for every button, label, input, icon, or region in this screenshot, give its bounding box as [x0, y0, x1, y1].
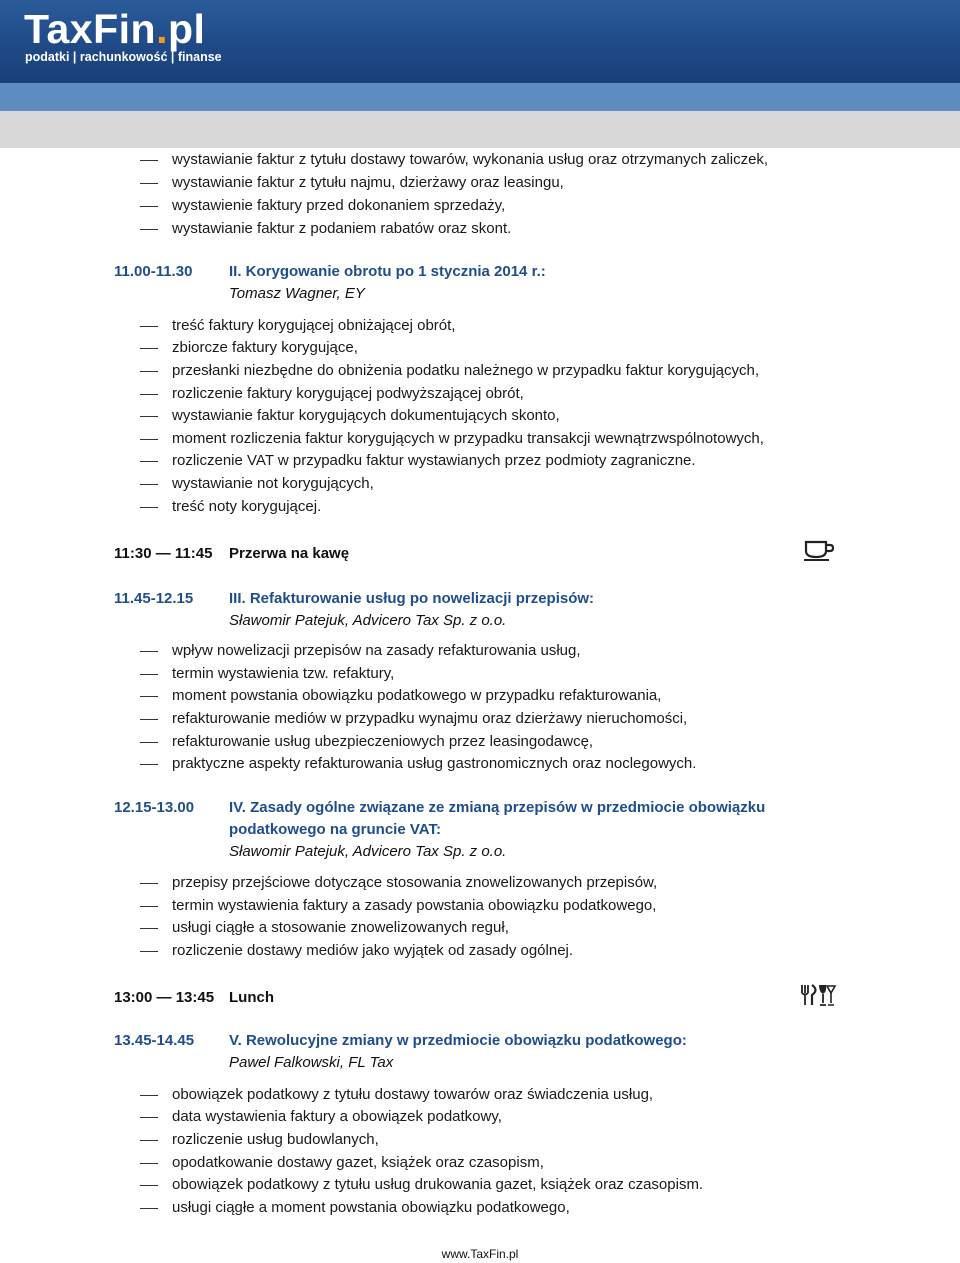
- list-item: wystawianie faktur z tytułu najmu, dzierżawy oraz leasingu,: [172, 174, 564, 191]
- dash-bullet: [140, 651, 158, 652]
- list-item: rozliczenie VAT w przypadku faktur wystawianych przez podmioty zagraniczne.: [172, 452, 696, 469]
- session-speaker: Sławomir Patejuk, Advicero Tax Sp. z o.o.: [229, 612, 507, 629]
- cutlery-glass-icon: [799, 984, 837, 1006]
- dash-bullet: [140, 229, 158, 230]
- dash-bullet: [140, 439, 158, 440]
- header-bar: [0, 0, 960, 83]
- list-item: obowiązek podatkowy z tytułu usług drukowania gazet, książek oraz czasopism.: [172, 1176, 704, 1193]
- list-item: przepisy przejściowe dotyczące stosowania znowelizowanych przepisów,: [172, 874, 658, 891]
- list-item: rozliczenie usług budowlanych,: [172, 1131, 379, 1148]
- dash-bullet: [140, 1117, 158, 1118]
- site-logo[interactable]: [24, 6, 205, 53]
- list-item: wpływ nowelizacji przepisów na zasady refakturowania usług,: [172, 642, 581, 659]
- dash-bullet: [140, 1208, 158, 1209]
- logo-subtitle: podatki | rachunkowość | finanse: [25, 50, 222, 64]
- session-speaker: Pawel Falkowski, FL Tax: [229, 1054, 394, 1071]
- list-item: refakturowanie mediów w przypadku wynajmu oraz dzierżawy nieruchomości,: [172, 710, 688, 727]
- session-speaker: Tomasz Wagner, EY: [229, 285, 365, 302]
- break-title: Przerwa na kawę: [229, 545, 350, 562]
- break-time: 11:30 — 11:45: [114, 545, 213, 562]
- list-item: zbiorcze faktury korygujące,: [172, 339, 358, 356]
- list-item: wystawianie not korygujących,: [172, 475, 374, 492]
- session-speaker: Sławomir Patejuk, Advicero Tax Sp. z o.o.: [229, 843, 507, 860]
- list-item: termin wystawienia tzw. refaktury,: [172, 665, 395, 682]
- logo-name: TaxFin: [24, 6, 157, 52]
- dash-bullet: [140, 507, 158, 508]
- list-item: wystawianie faktur z podaniem rabatów oraz skont.: [172, 220, 512, 237]
- dash-bullet: [140, 416, 158, 417]
- dash-bullet: [140, 719, 158, 720]
- dash-bullet: [140, 1185, 158, 1186]
- list-item: data wystawienia faktury a obowiązek podatkowy,: [172, 1108, 502, 1125]
- list-item: wystawianie faktur korygujących dokumentujących skonto,: [172, 407, 560, 424]
- dash-bullet: [140, 674, 158, 675]
- list-item: termin wystawienia faktury a zasady powstania obowiązku podatkowego,: [172, 897, 657, 914]
- list-item: moment powstania obowiązku podatkowego w przypadku refakturowania,: [172, 687, 662, 704]
- list-item: refakturowanie usług ubezpieczeniowych przez leasingodawcę,: [172, 733, 594, 750]
- session-time: 11.45-12.15: [114, 590, 194, 607]
- session-time: 12.15-13.00: [114, 799, 195, 816]
- session-time: 11.00-11.30: [114, 263, 193, 280]
- list-item: rozliczenie faktury korygującej podwyższającej obrót,: [172, 385, 524, 402]
- session-title: II. Korygowanie obrotu po 1 stycznia 2014 r.:: [229, 263, 546, 280]
- coffee-cup-icon: [803, 538, 835, 562]
- list-item: usługi ciągłe a moment powstania obowiązku podatkowego,: [172, 1199, 570, 1216]
- header-strip: [0, 83, 960, 111]
- dash-bullet: [140, 326, 158, 327]
- session-title: IV. Zasady ogólne związane ze zmianą przepisów w przedmiocie obowiązku: [229, 799, 766, 816]
- list-item: usługi ciągłe a stosowanie znowelizowanych reguł,: [172, 919, 509, 936]
- lunch-time: 13:00 — 13:45: [114, 989, 215, 1006]
- lunch-title: Lunch: [229, 989, 274, 1006]
- session-title: V. Rewolucyjne zmiany w przedmiocie obowiązku podatkowego:: [229, 1032, 687, 1049]
- dash-bullet: [140, 1140, 158, 1141]
- footer-url[interactable]: www.TaxFin.pl: [441, 1247, 519, 1261]
- dash-bullet: [140, 1095, 158, 1096]
- dash-bullet: [140, 696, 158, 697]
- list-item: wystawienie faktury przed dokonaniem sprzedaży,: [172, 197, 506, 214]
- session-title-continued: podatkowego na gruncie VAT:: [229, 821, 441, 838]
- list-item: treść noty korygującej.: [172, 498, 322, 515]
- list-item: moment rozliczenia faktur korygujących w przypadku transakcji wewnątrzwspólnotowych,: [172, 430, 764, 447]
- dash-bullet: [140, 484, 158, 485]
- logo-tld: pl: [168, 6, 206, 52]
- dash-bullet: [140, 348, 158, 349]
- dash-bullet: [140, 906, 158, 907]
- dash-bullet: [140, 371, 158, 372]
- list-item: wystawianie faktur z tytułu dostawy towarów, wykonania usług oraz otrzymanych zaliczek,: [172, 151, 769, 168]
- logo-dot: .: [156, 6, 168, 52]
- dash-bullet: [140, 928, 158, 929]
- list-item: praktyczne aspekty refakturowania usług gastronomicznych oraz noclegowych.: [172, 755, 697, 772]
- dash-bullet: [140, 206, 158, 207]
- dash-bullet: [140, 160, 158, 161]
- dash-bullet: [140, 764, 158, 765]
- session-time: 13.45-14.45: [114, 1032, 195, 1049]
- header-gray-band: [0, 111, 960, 148]
- dash-bullet: [140, 742, 158, 743]
- dash-bullet: [140, 461, 158, 462]
- dash-bullet: [140, 1163, 158, 1164]
- list-item: przesłanki niezbędne do obniżenia podatku należnego w przypadku faktur korygujących,: [172, 362, 760, 379]
- dash-bullet: [140, 394, 158, 395]
- dash-bullet: [140, 883, 158, 884]
- list-item: treść faktury korygującej obniżającej obrót,: [172, 317, 456, 334]
- session-title: III. Refakturowanie usług po nowelizacji przepisów:: [229, 590, 595, 607]
- dash-bullet: [140, 183, 158, 184]
- dash-bullet: [140, 951, 158, 952]
- list-item: rozliczenie dostawy mediów jako wyjątek od zasady ogólnej.: [172, 942, 574, 959]
- list-item: opodatkowanie dostawy gazet, książek oraz czasopism,: [172, 1154, 544, 1171]
- list-item: obowiązek podatkowy z tytułu dostawy towarów oraz świadczenia usług,: [172, 1086, 654, 1103]
